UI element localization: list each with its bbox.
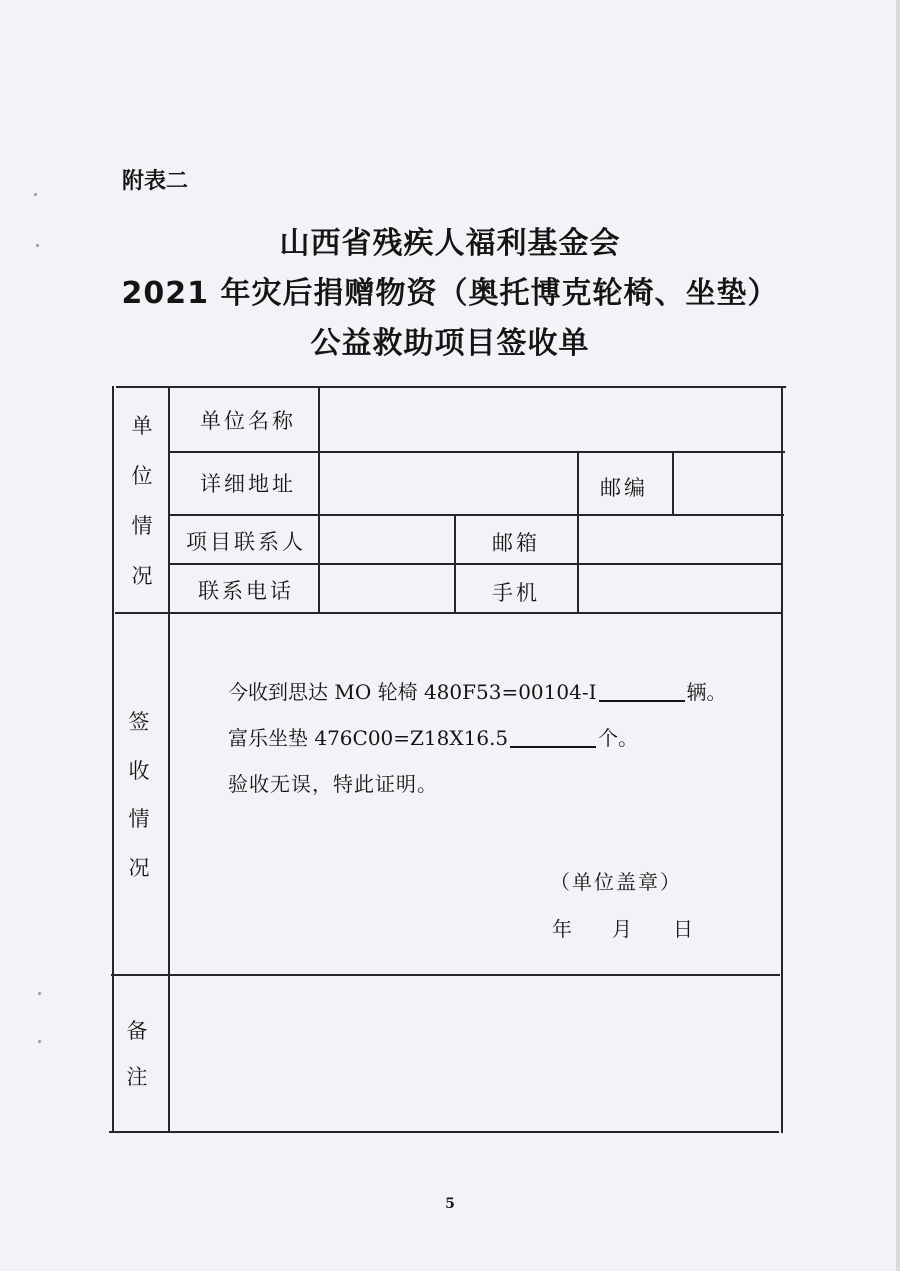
table-right-border bbox=[781, 386, 783, 1133]
date-month: 月 bbox=[612, 917, 632, 941]
remarks-section-char: 备 bbox=[126, 1019, 148, 1043]
email-field[interactable] bbox=[581, 518, 779, 562]
phone-label: 联系电话 bbox=[198, 579, 294, 603]
table-left-border bbox=[112, 386, 114, 1133]
label-column-divider bbox=[168, 386, 170, 1133]
postcode-field[interactable] bbox=[676, 455, 780, 512]
title-line-3: 公益救助项目签收单 bbox=[310, 326, 590, 361]
unit-seal-label: （单位盖章） bbox=[550, 870, 682, 894]
section-divider-1 bbox=[115, 612, 783, 614]
cushion-unit: 个。 bbox=[598, 726, 639, 750]
page-edge bbox=[896, 0, 900, 1271]
unit-section-char: 况 bbox=[131, 564, 153, 588]
unit-section-char: 单 bbox=[131, 414, 153, 438]
unit-section-label bbox=[127, 410, 157, 590]
scan-speck bbox=[38, 1040, 41, 1043]
contact-field[interactable] bbox=[322, 518, 452, 562]
wheelchair-unit: 辆。 bbox=[686, 680, 727, 704]
date-year: 年 bbox=[552, 917, 572, 941]
receipt-section-char: 况 bbox=[128, 855, 150, 880]
phone-field[interactable] bbox=[322, 567, 452, 611]
cushion-receipt-line bbox=[228, 722, 638, 751]
receipt-section-char: 签 bbox=[128, 710, 150, 734]
remarks-field[interactable] bbox=[172, 978, 778, 1128]
unit-name-field[interactable] bbox=[322, 390, 780, 450]
wheelchair-receipt-line bbox=[228, 676, 727, 705]
unit-section-char: 情 bbox=[131, 514, 153, 538]
cushion-text: 富乐坐垫 476C00=Z18X16.5 bbox=[228, 726, 509, 750]
table-top-border bbox=[116, 386, 786, 388]
scan-speck bbox=[38, 992, 41, 995]
scan-speck bbox=[36, 244, 39, 247]
remarks-section-label bbox=[122, 1015, 152, 1091]
section-divider-2 bbox=[111, 974, 780, 976]
verification-statement: 验收无误，特此证明。 bbox=[228, 772, 438, 796]
wheelchair-quantity-blank[interactable] bbox=[599, 680, 685, 702]
receipt-section-char: 情 bbox=[128, 807, 150, 832]
row-divider-2 bbox=[170, 514, 784, 516]
page-number: 5 bbox=[445, 1196, 455, 1212]
postcode-divider-left bbox=[577, 451, 579, 612]
title-line-1: 山西省残疾人福利基金会 bbox=[279, 226, 621, 261]
appendix-label: 附表二 bbox=[122, 169, 189, 194]
postcode-label: 邮编 bbox=[600, 476, 648, 500]
title-line-2: 2021 年灾后捐赠物资（奥托博克轮椅、坐垫） bbox=[121, 276, 779, 311]
unit-section-char: 位 bbox=[131, 464, 153, 488]
mobile-label: 手机 bbox=[492, 581, 540, 605]
date-day: 日 bbox=[673, 917, 693, 941]
field-label-divider bbox=[318, 386, 320, 612]
contact-label: 项目联系人 bbox=[186, 530, 306, 554]
row-divider-3 bbox=[170, 563, 783, 565]
receipt-section-char: 收 bbox=[128, 758, 150, 783]
address-label: 详细地址 bbox=[200, 472, 296, 496]
address-field[interactable] bbox=[322, 455, 575, 512]
wheelchair-text: 今收到思达 MO 轮椅 480F53=00104-I bbox=[228, 680, 597, 704]
mobile-field[interactable] bbox=[581, 567, 779, 611]
email-label: 邮箱 bbox=[492, 531, 540, 555]
unit-name-label: 单位名称 bbox=[200, 409, 296, 433]
row-divider-1 bbox=[170, 451, 785, 453]
cushion-quantity-blank[interactable] bbox=[510, 726, 596, 748]
email-divider bbox=[454, 514, 456, 612]
table-bottom-border bbox=[109, 1131, 779, 1133]
remarks-section-char: 注 bbox=[126, 1065, 148, 1089]
postcode-divider-right bbox=[672, 451, 674, 514]
receipt-section-label bbox=[124, 706, 154, 882]
scan-speck bbox=[34, 193, 37, 196]
